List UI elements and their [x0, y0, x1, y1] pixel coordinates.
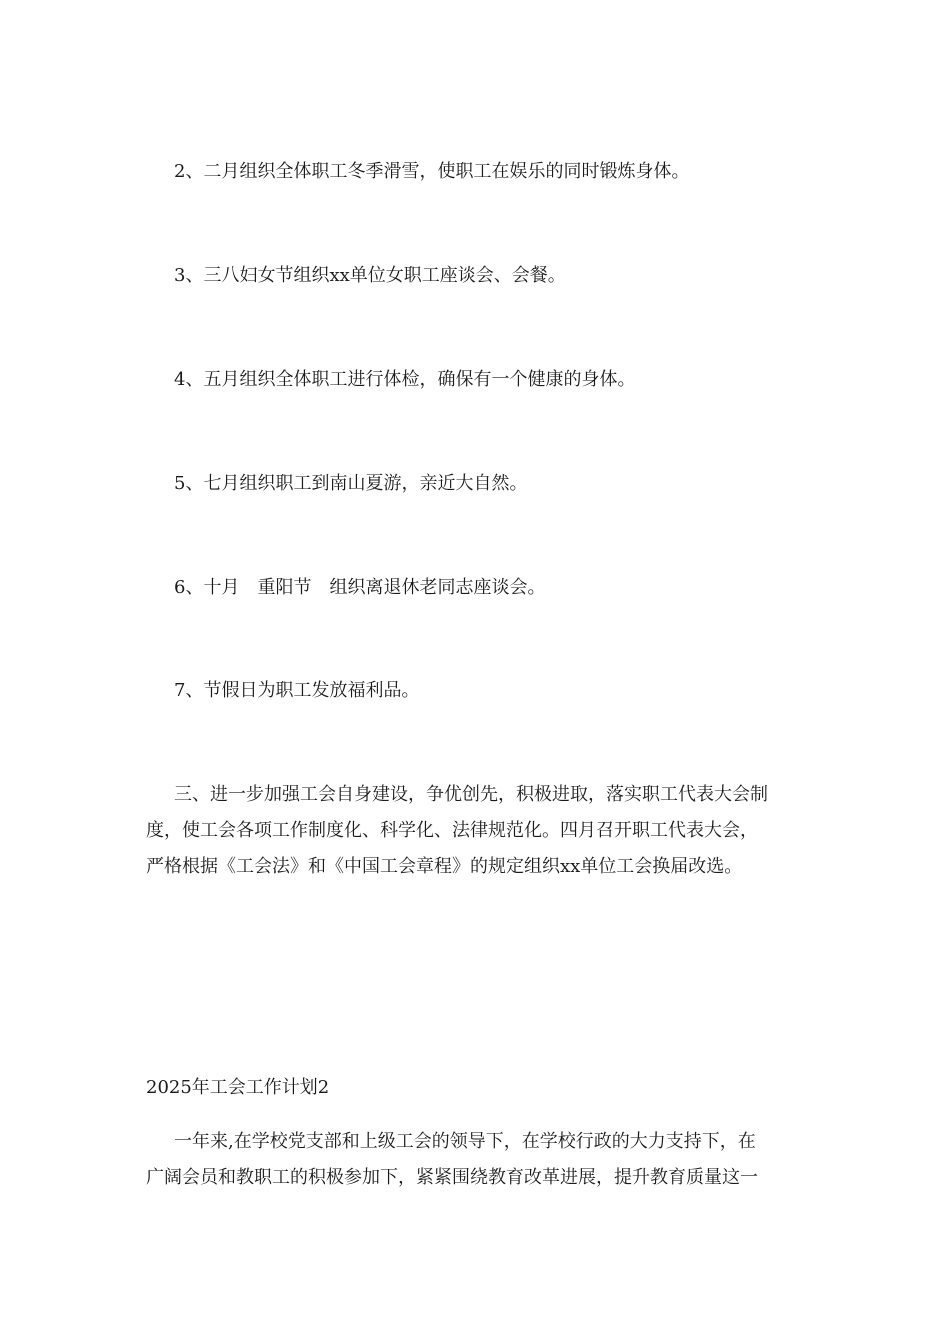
paragraph-line: 三、进一步加强工会自身建设，争优创先，积极进取，落实职工代表大会制	[174, 784, 768, 805]
list-item: 3、三八妇女节组织xx单位女职工座谈会、会餐。	[174, 265, 566, 286]
list-item: 4、五月组织全体职工进行体检，确保有一个健康的身体。	[174, 369, 636, 390]
paragraph-line: 一年来,在学校党支部和上级工会的领导下，在学校行政的大力支持下，在	[174, 1131, 756, 1152]
list-item: 7、节假日为职工发放福利品。	[174, 680, 420, 701]
paragraph-line: 广阔会员和教职工的积极参加下，紧紧围绕教育改革进展，提升教育质量这一	[146, 1167, 758, 1188]
list-item: 6、十月 重阳节 组织离退休老同志座谈会。	[174, 577, 546, 598]
plan2-paragraph	[146, 1124, 816, 1196]
list-item: 5、七月组织职工到南山夏游，亲近大自然。	[174, 473, 528, 494]
list-item: 2、二月组织全体职工冬季滑雪，使职工在娱乐的同时锻炼身体。	[174, 161, 690, 182]
paragraph-line: 严格根据《工会法》和《中国工会章程》的规定组织xx单位工会换届改选。	[146, 856, 743, 877]
section-heading: 2025年工会工作计划2	[146, 1077, 330, 1098]
paragraph-line: 度，使工会各项工作制度化、科学化、法律规范化。四月召开职工代表大会，	[146, 820, 758, 841]
section-three-paragraph	[146, 777, 816, 885]
